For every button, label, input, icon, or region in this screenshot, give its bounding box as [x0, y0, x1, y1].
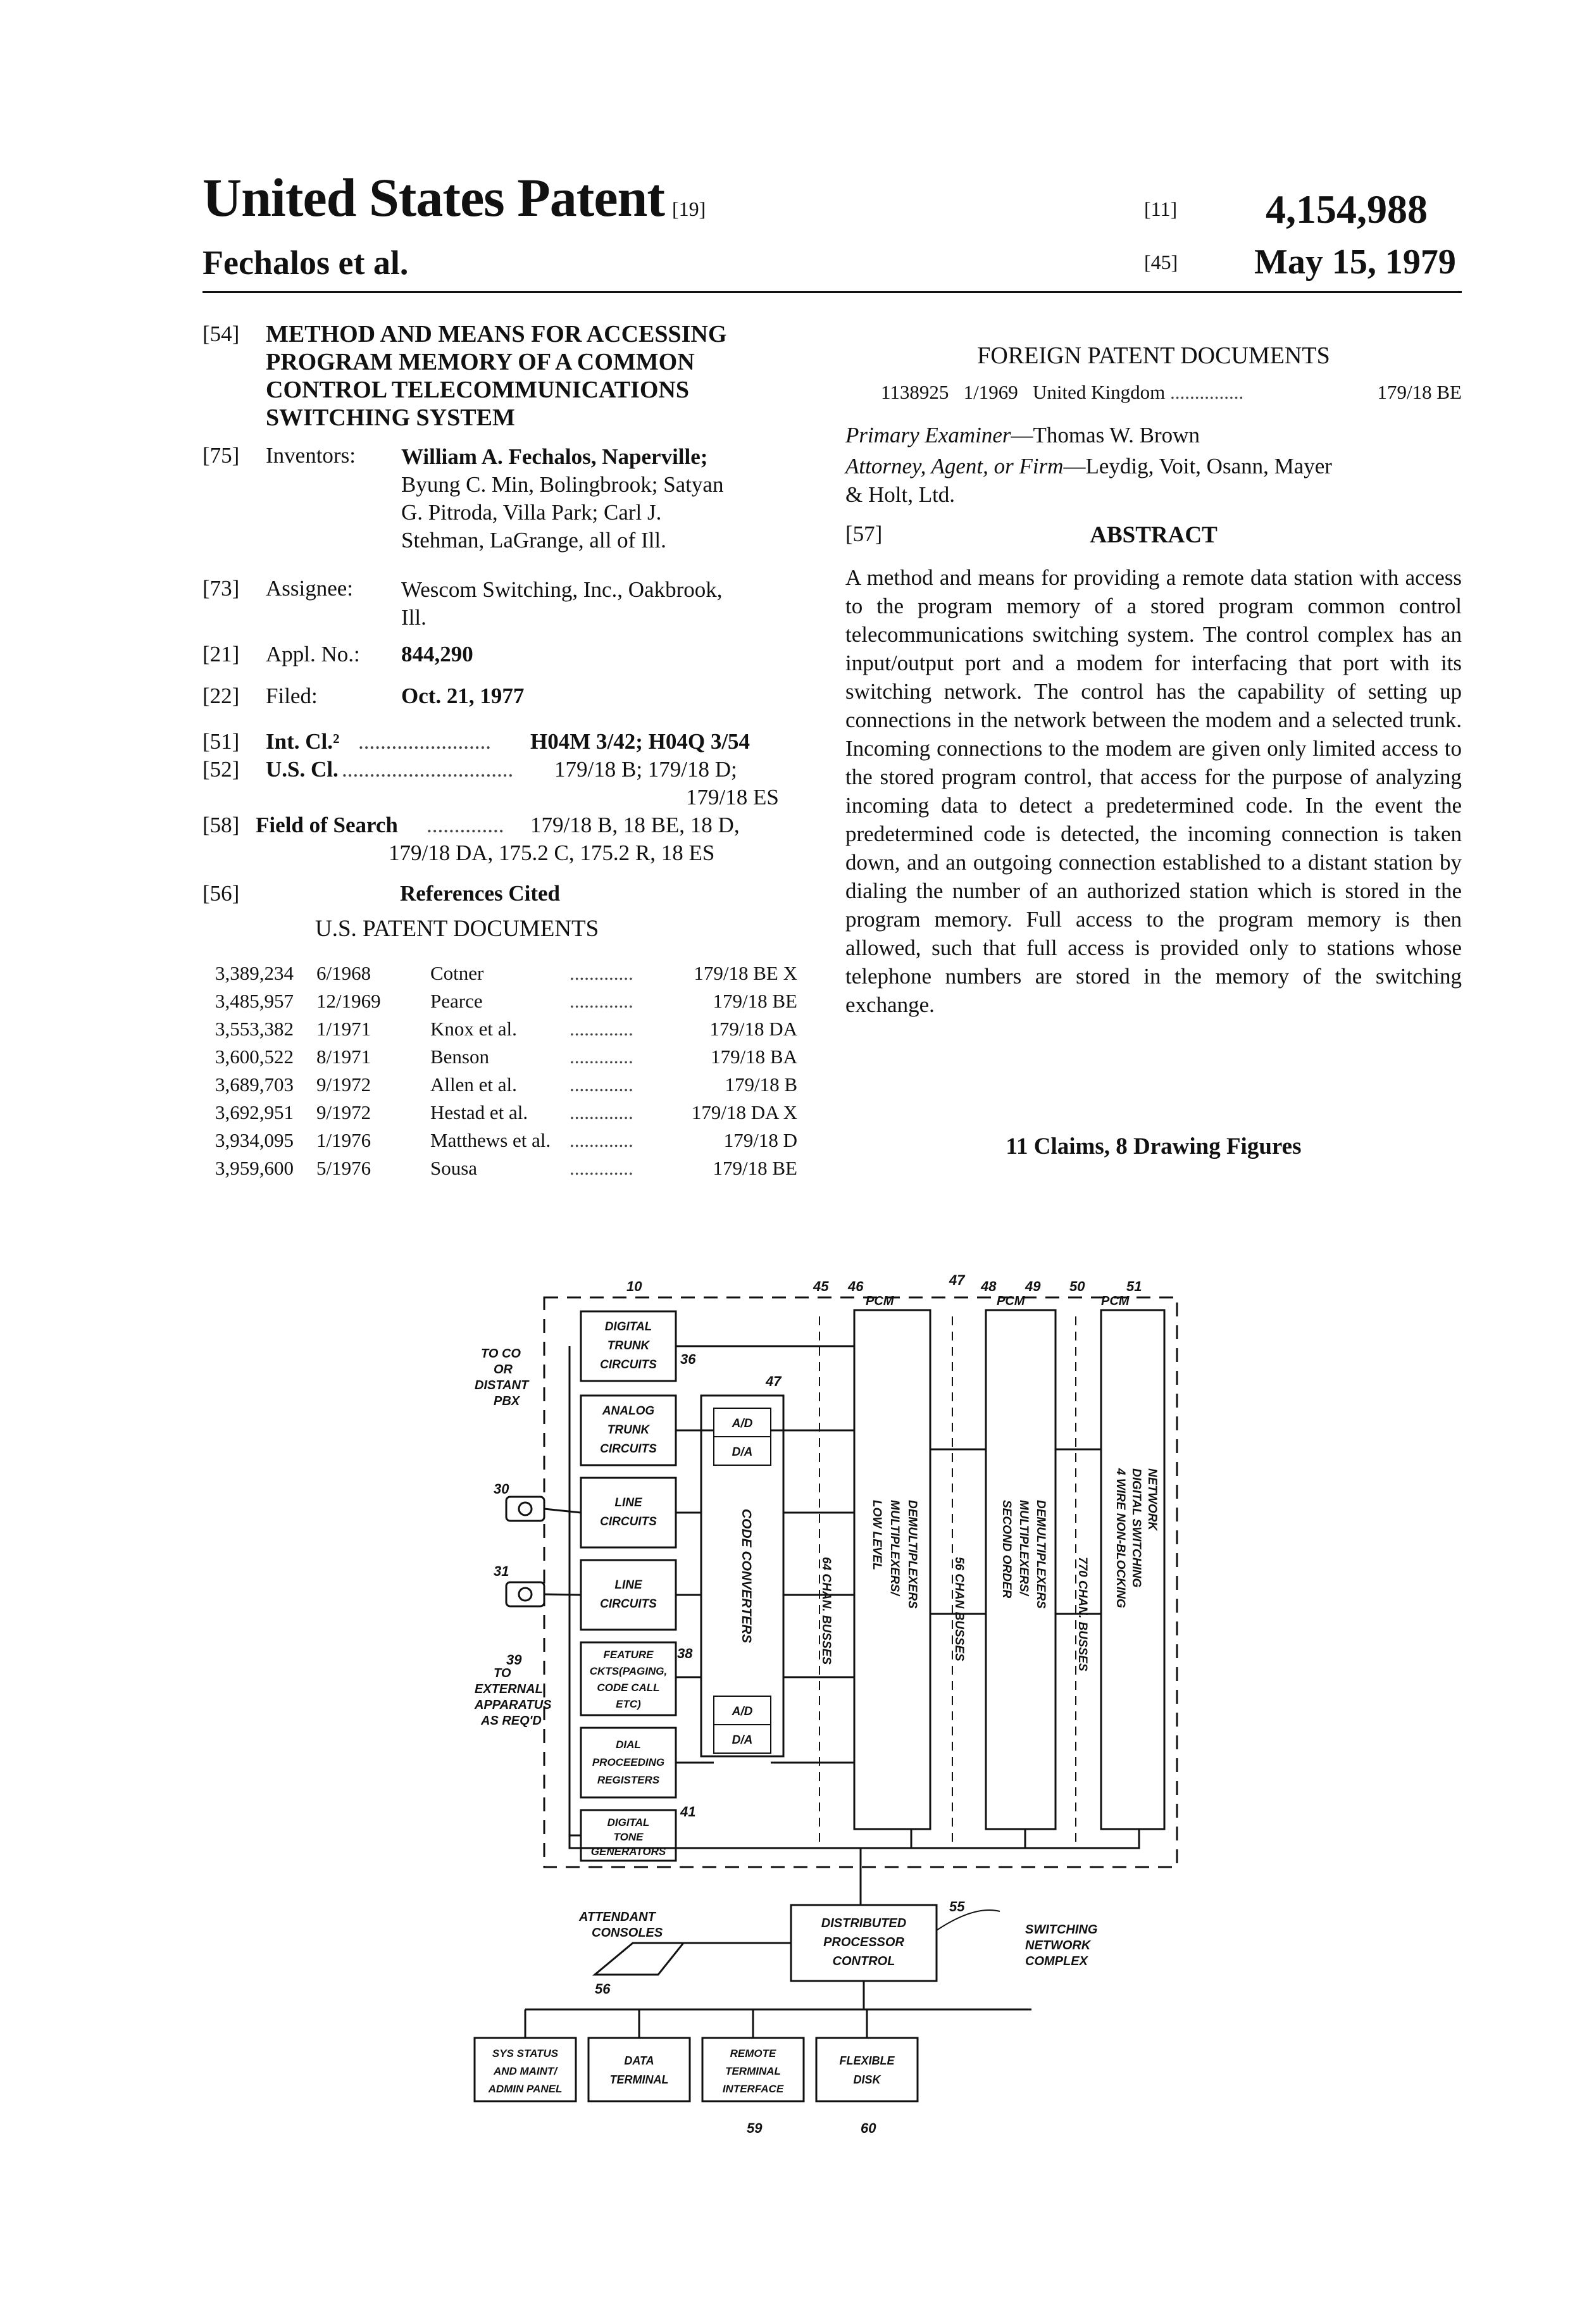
- us-docs-heading: U.S. PATENT DOCUMENTS: [315, 916, 599, 942]
- fos-dots: ..............: [427, 813, 504, 837]
- pcm-label-1: PCM: [866, 1294, 894, 1308]
- tone-generators-box: [581, 1810, 676, 1861]
- svg-text:DISTRIBUTED: DISTRIBUTED: [821, 1916, 907, 1930]
- flexible-disk-box: [816, 2038, 918, 2101]
- reference-number: 3,934,095: [215, 1129, 294, 1151]
- svg-text:47: 47: [949, 1272, 965, 1288]
- reference-class: 179/18 B: [725, 1073, 797, 1096]
- svg-text:SECOND ORDER: SECOND ORDER: [1000, 1500, 1013, 1599]
- svg-text:CIRCUITS: CIRCUITS: [600, 1358, 657, 1371]
- uscl-dots: ...............................: [342, 757, 514, 782]
- svg-text:MULTIPLEXERS/: MULTIPLEXERS/: [1017, 1500, 1030, 1596]
- reference-date: 1/1971: [316, 1018, 371, 1040]
- attendant-console-icon: [595, 1943, 791, 1975]
- primary-examiner: Primary Examiner—Thomas W. Brown: [845, 423, 1200, 447]
- foreign-row: 1138925 1/1969 United Kingdom ............... 179/18 BE: [881, 381, 1462, 403]
- svg-text:LOW LEVEL: LOW LEVEL: [870, 1500, 883, 1570]
- assignee: Wescom Switching, Inc., Oakbrook, Ill.: [401, 577, 723, 630]
- svg-text:EXTERNAL: EXTERNAL: [475, 1682, 543, 1696]
- svg-text:4 WIRE NON-BLOCKING: 4 WIRE NON-BLOCKING: [1114, 1468, 1127, 1608]
- svg-text:ETC): ETC): [616, 1698, 641, 1710]
- svg-text:CIRCUITS: CIRCUITS: [600, 1597, 657, 1611]
- reference-number: 3,600,522: [215, 1046, 294, 1068]
- dial-registers-box: [581, 1728, 676, 1797]
- reference-name: Hestad et al.: [430, 1101, 528, 1123]
- inventors: William A. Fechalos, Naperville; Byung C. Min, Bolingbrook; Satyan G. Pitroda, Villa Park; Carl J. Stehman, LaGrange, all of Ill.: [401, 444, 724, 553]
- svg-text:55: 55: [949, 1899, 965, 1915]
- reference-number: 3,553,382: [215, 1018, 294, 1040]
- reference-dots: .............: [570, 1129, 633, 1151]
- reference-class: 179/18 BE: [713, 1157, 797, 1179]
- to-external-label: [474, 1666, 552, 1728]
- svg-text:39: 39: [506, 1652, 522, 1668]
- svg-text:TO: TO: [494, 1666, 511, 1680]
- svg-text:AND MAINT/: AND MAINT/: [493, 2065, 557, 2077]
- svg-text:PBX: PBX: [494, 1394, 520, 1408]
- svg-text:ANALOG: ANALOG: [602, 1404, 655, 1418]
- reference-date: 9/1972: [316, 1073, 371, 1096]
- code-11: [11]: [1144, 197, 1178, 220]
- svg-text:CKTS(PAGING,: CKTS(PAGING,: [589, 1665, 668, 1677]
- reference-number: 3,692,951: [215, 1101, 294, 1123]
- svg-text:D/A: D/A: [732, 1734, 753, 1747]
- svg-text:LINE: LINE: [614, 1578, 642, 1592]
- svg-text:PROCESSOR: PROCESSOR: [823, 1935, 904, 1949]
- patent-title: United States Patent: [202, 167, 665, 228]
- svg-text:APPARATUS: APPARATUS: [475, 1698, 552, 1712]
- svg-text:ADMIN PANEL: ADMIN PANEL: [488, 2083, 563, 2095]
- reference-class: 179/18 BA: [711, 1046, 797, 1068]
- reference-row: [215, 962, 797, 987]
- analog-trunk-box: [581, 1396, 676, 1465]
- low-level-mux-box: [854, 1310, 930, 1829]
- svg-text:INTERFACE: INTERFACE: [722, 2083, 784, 2095]
- svg-text:TERMINAL: TERMINAL: [609, 2073, 669, 2086]
- appl-label: Appl. No.:: [266, 642, 360, 666]
- pcm-label-3: PCM: [1101, 1294, 1130, 1308]
- to-co-label: [475, 1347, 530, 1408]
- svg-text:SYS STATUS: SYS STATUS: [492, 2047, 559, 2059]
- remote-terminal-box: [702, 2038, 804, 2101]
- code-45: [45]: [1144, 251, 1178, 273]
- svg-text:45: 45: [813, 1278, 829, 1294]
- block-diagram: [468, 1259, 1202, 2196]
- chan-busses-770: 770 CHAN. BUSSES: [1076, 1557, 1089, 1671]
- reference-date: 5/1976: [316, 1157, 371, 1179]
- intcl-label: Int. Cl.²: [266, 729, 340, 754]
- svg-text:REGISTERS: REGISTERS: [597, 1774, 660, 1786]
- reference-dots: .............: [570, 990, 633, 1012]
- svg-text:DEMULTIPLEXERS: DEMULTIPLEXERS: [906, 1500, 919, 1609]
- abstract-heading: ABSTRACT: [1090, 522, 1218, 548]
- filed-label: Filed:: [266, 684, 318, 708]
- chan-busses-56: 56 CHAN BUSSES: [952, 1557, 966, 1661]
- svg-text:OR: OR: [494, 1363, 513, 1377]
- reference-date: 9/1972: [316, 1101, 371, 1123]
- svg-text:DIAL: DIAL: [616, 1739, 641, 1751]
- svg-text:56: 56: [595, 1981, 611, 1997]
- attorney: Attorney, Agent, or Firm—Leydig, Voit, Osann, Mayer & Holt, Ltd.: [845, 454, 1332, 507]
- svg-text:DIGITAL: DIGITAL: [604, 1320, 652, 1334]
- reference-dots: .............: [570, 1157, 633, 1179]
- data-terminal-box: [589, 2038, 690, 2101]
- authors: Fechalos et al.: [202, 244, 409, 282]
- svg-text:51: 51: [1126, 1278, 1142, 1294]
- svg-text:CONTROL: CONTROL: [832, 1954, 895, 1968]
- second-order-mux-box: [986, 1310, 1056, 1829]
- svg-text:31: 31: [494, 1563, 509, 1579]
- svg-text:TRUNK: TRUNK: [607, 1423, 650, 1437]
- svg-text:DEMULTIPLEXERS: DEMULTIPLEXERS: [1034, 1500, 1047, 1609]
- filed-date: Oct. 21, 1977: [401, 684, 525, 708]
- reference-row: [215, 990, 797, 1015]
- reference-class: 179/18 DA: [709, 1018, 797, 1040]
- reference-name: Pearce: [430, 990, 483, 1012]
- svg-text:A/D: A/D: [732, 1705, 753, 1718]
- pcm-label-2: PCM: [997, 1294, 1025, 1308]
- reference-date: 1/1976: [316, 1129, 371, 1151]
- svg-text:60: 60: [861, 2120, 876, 2136]
- refs-heading: References Cited: [400, 881, 560, 906]
- code-21: [21]: [202, 642, 240, 666]
- code-52: [52]: [202, 757, 240, 782]
- svg-text:59: 59: [747, 2120, 763, 2136]
- svg-text:38: 38: [677, 1646, 693, 1661]
- svg-text:CIRCUITS: CIRCUITS: [600, 1515, 657, 1528]
- patent-number: 4,154,988: [1266, 187, 1428, 232]
- reference-class: 179/18 BE: [713, 990, 797, 1012]
- svg-text:NETWORK: NETWORK: [1145, 1468, 1159, 1531]
- reference-class: 179/18 DA X: [691, 1101, 797, 1123]
- svg-text:41: 41: [680, 1804, 696, 1820]
- code-54: [54]: [202, 322, 240, 346]
- svg-text:CIRCUITS: CIRCUITS: [600, 1442, 657, 1456]
- svg-text:36: 36: [680, 1351, 696, 1367]
- fos-value: 179/18 B, 18 BE, 18 D,: [530, 813, 740, 837]
- svg-text:50: 50: [1069, 1278, 1085, 1294]
- reference-row: [215, 1018, 797, 1043]
- abstract-text: A method and means for providing a remote data station with access to the program memory of a stored program common control telecommunications switching system. The control complex has an input/output port and a modem for interfacing that port with its switching network. The control has the capability of setting up connections in the network between the modem and a selected trunk. Incoming connections to the modem are given only limited access to the stored program control, that access for the purpose of analyzing incoming data to detect a predetermined code. In the event the predetermined code is detected, the incoming connection is taken down, and an outgoing connection established to a distant station by dialing the number of an authorized station which is stored in the program memory. Full access to the program memory is then allowed, such that full access is provided only to stations whose telephone numbers are stored in the memory of the switching exchange.: [845, 565, 1462, 1017]
- svg-text:47: 47: [766, 1373, 782, 1389]
- svg-text:CONSOLES: CONSOLES: [592, 1926, 663, 1940]
- svg-text:46: 46: [848, 1278, 864, 1294]
- svg-text:DIGITAL: DIGITAL: [607, 1816, 650, 1828]
- reference-class: 179/18 BE X: [694, 962, 797, 984]
- svg-text:10: 10: [626, 1278, 642, 1294]
- code-73: [73]: [202, 576, 240, 601]
- svg-text:DIGITAL SWITCHING: DIGITAL SWITCHING: [1130, 1468, 1143, 1588]
- reference-row: [215, 1046, 797, 1071]
- chan-busses-64: 64 CHAN. BUSSES: [819, 1557, 833, 1665]
- ad-box-1: [714, 1408, 771, 1465]
- sys-status-box: [475, 2038, 576, 2101]
- foreign-heading: FOREIGN PATENT DOCUMENTS: [977, 342, 1330, 369]
- svg-text:TO CO: TO CO: [481, 1347, 521, 1361]
- reference-class: 179/18 D: [723, 1129, 797, 1151]
- svg-text:CODE CALL: CODE CALL: [597, 1682, 660, 1694]
- code-75: [75]: [202, 443, 240, 468]
- reference-name: Cotner: [430, 962, 484, 984]
- svg-text:NETWORK: NETWORK: [1025, 1939, 1091, 1952]
- svg-text:FLEXIBLE: FLEXIBLE: [839, 2054, 895, 2067]
- reference-number: 3,689,703: [215, 1073, 294, 1096]
- code-22: [22]: [202, 684, 240, 708]
- reference-dots: .............: [570, 1046, 633, 1068]
- reference-dots: .............: [570, 1073, 633, 1096]
- svg-text:TRUNK: TRUNK: [607, 1339, 650, 1353]
- fos-label: Field of Search: [256, 813, 398, 837]
- reference-name: Benson: [430, 1046, 489, 1068]
- svg-text:DATA: DATA: [624, 2054, 654, 2067]
- svg-text:PROCEEDING: PROCEEDING: [592, 1756, 665, 1768]
- reference-name: Allen et al.: [430, 1073, 517, 1096]
- attendant-label: ATTENDANT: [579, 1910, 656, 1924]
- reference-number: 3,389,234: [215, 962, 294, 984]
- reference-dots: .............: [570, 962, 633, 984]
- svg-text:TONE: TONE: [613, 1831, 644, 1843]
- svg-text:48: 48: [981, 1278, 997, 1294]
- reference-date: 6/1968: [316, 962, 371, 984]
- reference-row: [215, 1101, 797, 1127]
- reference-number: 3,959,600: [215, 1157, 294, 1179]
- svg-text:DISTANT: DISTANT: [475, 1378, 529, 1392]
- reference-dots: .............: [570, 1018, 633, 1040]
- svg-text:49: 49: [1025, 1278, 1041, 1294]
- svg-text:A/D: A/D: [732, 1417, 753, 1430]
- reference-row: [215, 1157, 797, 1182]
- inventors-label: Inventors:: [266, 443, 356, 468]
- svg-text:LINE: LINE: [614, 1496, 642, 1509]
- reference-numerals: [494, 1272, 1142, 2136]
- reference-row: [215, 1073, 797, 1099]
- assignee-label: Assignee:: [266, 576, 354, 601]
- uscl-label: U.S. Cl.: [266, 757, 339, 782]
- svg-text:GENERATORS: GENERATORS: [590, 1846, 666, 1858]
- svg-text:CODE CONVERTERS: CODE CONVERTERS: [739, 1509, 754, 1643]
- reference-name: Sousa: [430, 1157, 478, 1179]
- reference-row: [215, 1129, 797, 1154]
- svg-text:TERMINAL: TERMINAL: [725, 2065, 781, 2077]
- fos-value2: 179/18 DA, 175.2 C, 175.2 R, 18 ES: [389, 840, 715, 865]
- dpc-box: [791, 1905, 937, 1981]
- svg-text:COMPLEX: COMPLEX: [1025, 1954, 1088, 1968]
- reference-date: 8/1971: [316, 1046, 371, 1068]
- code-58: [58]: [202, 813, 240, 837]
- ad-box-2: [714, 1696, 771, 1753]
- reference-number: 3,485,957: [215, 990, 294, 1012]
- reference-dots: .............: [570, 1101, 633, 1123]
- uscl-value2: 179/18 ES: [686, 785, 779, 809]
- svg-text:30: 30: [494, 1481, 509, 1497]
- feature-circuits-box: [581, 1642, 676, 1715]
- invention-title: METHOD AND MEANS FOR ACCESSING PROGRAM MEMORY OF A COMMON CONTROL TELECOMMUNICATIONS SWITCHING SYSTEM: [266, 321, 727, 431]
- reference-name: Matthews et al.: [430, 1129, 551, 1151]
- code-57: [57]: [845, 522, 883, 546]
- header-rule: [202, 291, 1462, 293]
- line-circuits-box-1: [581, 1478, 676, 1547]
- uscl-value: 179/18 B; 179/18 D;: [554, 757, 737, 782]
- appl-number: 844,290: [401, 642, 473, 666]
- code-51: [51]: [202, 729, 240, 754]
- svg-text:SWITCHING: SWITCHING: [1025, 1923, 1098, 1937]
- intcl-value: H04M 3/42; H04Q 3/54: [530, 729, 751, 754]
- svg-text:AS REQ'D: AS REQ'D: [481, 1714, 542, 1728]
- code-56: [56]: [202, 881, 240, 906]
- switching-network-box: [1101, 1310, 1164, 1829]
- svg-text:DISK: DISK: [853, 2073, 881, 2086]
- svg-text:FEATURE: FEATURE: [603, 1649, 654, 1661]
- svg-text:D/A: D/A: [732, 1446, 753, 1459]
- code-19: [19]: [672, 197, 706, 220]
- patent-date: May 15, 1979: [1254, 242, 1456, 282]
- claims: 11 Claims, 8 Drawing Figures: [1006, 1134, 1302, 1159]
- svg-text:REMOTE: REMOTE: [730, 2047, 776, 2059]
- svg-text:MULTIPLEXERS/: MULTIPLEXERS/: [888, 1500, 901, 1596]
- reference-name: Knox et al.: [430, 1018, 517, 1040]
- switching-complex-label: [1025, 1923, 1097, 1968]
- line-circuits-box-2: [581, 1560, 676, 1630]
- reference-date: 12/1969: [316, 990, 381, 1012]
- digital-trunk-box: [581, 1311, 676, 1381]
- intcl-dots: ........................: [358, 729, 491, 754]
